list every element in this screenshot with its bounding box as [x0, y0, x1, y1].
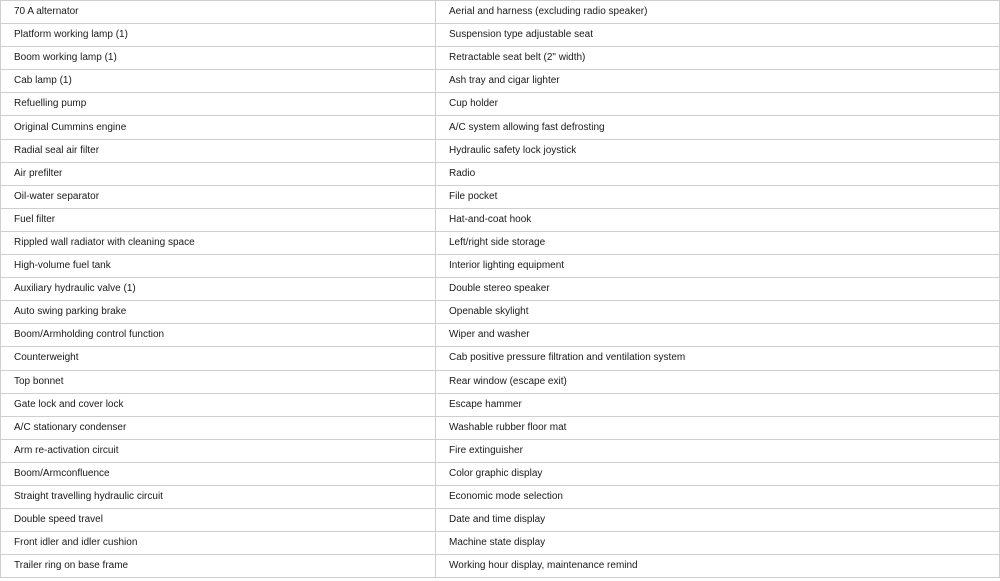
spec-cell-right: Ash tray and cigar lighter — [436, 70, 1000, 93]
spec-cell-left: Boom working lamp (1) — [1, 47, 436, 70]
spec-cell-left: 70 A alternator — [1, 1, 436, 24]
spec-cell-left: Platform working lamp (1) — [1, 24, 436, 47]
spec-cell-right: A/C system allowing fast defrosting — [436, 116, 1000, 139]
spec-cell-left: Radial seal air filter — [1, 139, 436, 162]
table-row — [1, 278, 1000, 301]
spec-cell-left: Counterweight — [1, 347, 436, 370]
spec-cell-right: Washable rubber floor mat — [436, 416, 1000, 439]
spec-cell-left: High-volume fuel tank — [1, 255, 436, 278]
table-row — [1, 93, 1000, 116]
spec-cell-right: Aerial and harness (excluding radio speaker) — [436, 1, 1000, 24]
spec-cell-left: Rippled wall radiator with cleaning space — [1, 231, 436, 254]
spec-table-body — [1, 1, 1000, 578]
table-row — [1, 347, 1000, 370]
table-row — [1, 1, 1000, 24]
table-row — [1, 255, 1000, 278]
spec-cell-left: Boom/Armholding control function — [1, 324, 436, 347]
spec-cell-right: Openable skylight — [436, 301, 1000, 324]
table-row — [1, 532, 1000, 555]
spec-cell-left: Top bonnet — [1, 370, 436, 393]
table-row — [1, 185, 1000, 208]
spec-cell-right: Hydraulic safety lock joystick — [436, 139, 1000, 162]
spec-cell-right: Economic mode selection — [436, 485, 1000, 508]
spec-cell-right: Wiper and washer — [436, 324, 1000, 347]
spec-cell-right: Escape hammer — [436, 393, 1000, 416]
spec-cell-left: Air prefilter — [1, 162, 436, 185]
spec-cell-left: Refuelling pump — [1, 93, 436, 116]
table-row — [1, 462, 1000, 485]
spec-cell-left: Fuel filter — [1, 208, 436, 231]
table-row — [1, 139, 1000, 162]
table-row — [1, 231, 1000, 254]
table-row — [1, 208, 1000, 231]
spec-cell-left: Gate lock and cover lock — [1, 393, 436, 416]
table-row — [1, 393, 1000, 416]
table-row — [1, 162, 1000, 185]
spec-cell-left: Cab lamp (1) — [1, 70, 436, 93]
spec-cell-left: Auto swing parking brake — [1, 301, 436, 324]
spec-cell-left: A/C stationary condenser — [1, 416, 436, 439]
table-row — [1, 370, 1000, 393]
table-row — [1, 301, 1000, 324]
spec-cell-right: Rear window (escape exit) — [436, 370, 1000, 393]
table-row — [1, 47, 1000, 70]
table-row — [1, 509, 1000, 532]
table-row — [1, 485, 1000, 508]
table-row — [1, 24, 1000, 47]
spec-cell-right: Working hour display, maintenance remind — [436, 555, 1000, 578]
spec-cell-right: Left/right side storage — [436, 231, 1000, 254]
spec-cell-right: Date and time display — [436, 509, 1000, 532]
table-row — [1, 555, 1000, 578]
spec-cell-right: Interior lighting equipment — [436, 255, 1000, 278]
spec-cell-right: Hat-and-coat hook — [436, 208, 1000, 231]
table-row — [1, 116, 1000, 139]
spec-cell-right: Color graphic display — [436, 462, 1000, 485]
spec-cell-left: Oil-water separator — [1, 185, 436, 208]
spec-cell-right: Suspension type adjustable seat — [436, 24, 1000, 47]
table-row — [1, 324, 1000, 347]
spec-cell-left: Arm re-activation circuit — [1, 439, 436, 462]
table-row — [1, 70, 1000, 93]
spec-cell-left: Straight travelling hydraulic circuit — [1, 485, 436, 508]
spec-cell-right: Machine state display — [436, 532, 1000, 555]
table-row — [1, 439, 1000, 462]
spec-cell-left: Double speed travel — [1, 509, 436, 532]
spec-cell-right: Cup holder — [436, 93, 1000, 116]
spec-cell-right: Radio — [436, 162, 1000, 185]
spec-cell-right: Cab positive pressure filtration and ventilation system — [436, 347, 1000, 370]
spec-cell-left: Auxiliary hydraulic valve (1) — [1, 278, 436, 301]
spec-cell-right: Double stereo speaker — [436, 278, 1000, 301]
spec-cell-right: Fire extinguisher — [436, 439, 1000, 462]
spec-cell-right: File pocket — [436, 185, 1000, 208]
spec-cell-left: Original Cummins engine — [1, 116, 436, 139]
spec-cell-left: Trailer ring on base frame — [1, 555, 436, 578]
spec-cell-right: Retractable seat belt (2" width) — [436, 47, 1000, 70]
table-row — [1, 416, 1000, 439]
spec-cell-left: Boom/Armconfluence — [1, 462, 436, 485]
spec-cell-left: Front idler and idler cushion — [1, 532, 436, 555]
